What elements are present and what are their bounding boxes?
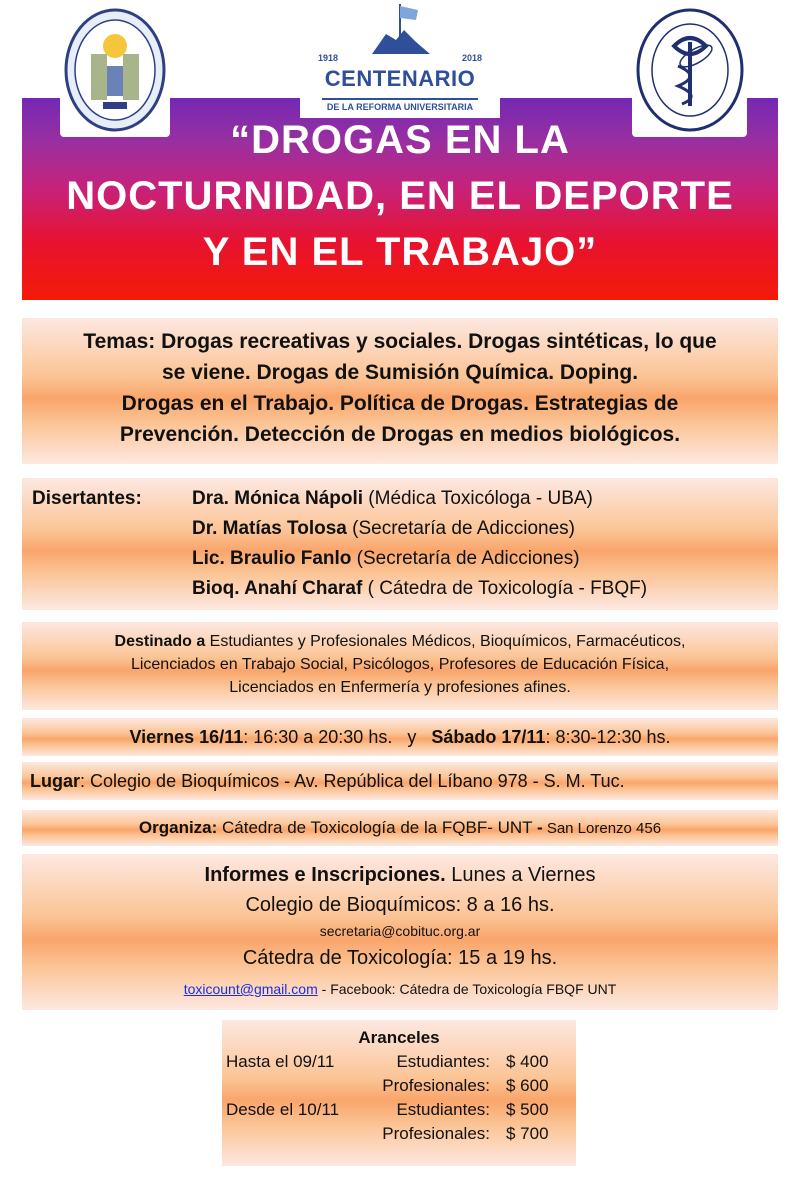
audience-box xyxy=(22,622,778,710)
audience-line-3: Licenciados en Enfermería y profesiones afines. xyxy=(229,679,571,696)
speaker-role: (Secretaría de Adicciones) xyxy=(346,518,575,539)
speaker-role: (Secretaría de Adicciones) xyxy=(351,548,580,569)
speaker-role: (Médica Toxicóloga - UBA) xyxy=(363,488,593,509)
speakers-label: Disertantes: xyxy=(32,488,142,509)
fee-category: Profesionales: xyxy=(382,1076,490,1095)
info-colegio-email: secretaria@cobituc.org.ar xyxy=(319,923,481,939)
dates-box xyxy=(22,718,778,756)
facebook-text: - Facebook: Cátedra de Toxicología FBQF UNT xyxy=(317,981,617,997)
speaker-name: Lic. Braulio Fanlo xyxy=(192,548,352,569)
centenario-year-end: 2018 xyxy=(461,53,482,63)
topics-line-3: Drogas en el Trabajo. Política de Drogas. Estrategias de xyxy=(121,392,679,415)
fee-period xyxy=(222,1122,350,1146)
title-line-1: “DROGAS EN LA xyxy=(230,118,570,162)
fee-price: $ 500 xyxy=(506,1100,549,1119)
centenario-subtitle: DE LA REFORMA UNIVERSITARIA xyxy=(322,98,478,112)
day1-label: Viernes 16/11 xyxy=(129,727,244,747)
speakers-box xyxy=(22,478,778,610)
speaker-row xyxy=(32,574,778,604)
day1-time: : 16:30 a 20:30 hs. xyxy=(243,727,393,747)
speaker-name: Dr. Matías Tolosa xyxy=(192,518,347,539)
topics-box xyxy=(22,318,778,464)
fee-row xyxy=(222,1122,576,1146)
info-catedra-hours: Cátedra de Toxicología: 15 a 19 hs. xyxy=(242,947,558,969)
centenario-year-start: 1918 xyxy=(318,53,339,63)
dates-connector: y xyxy=(392,727,432,747)
fee-period: Hasta el 09/11 xyxy=(226,1052,335,1071)
day2-label: Sábado 17/11 xyxy=(431,727,546,747)
topics-line-4: Prevención. Detección de Drogas en medios biológicos. xyxy=(119,423,681,446)
topics-line-2: se viene. Drogas de Sumisión Química. Doping. xyxy=(161,361,639,384)
email-link[interactable]: toxicount@gmail.com xyxy=(183,981,318,997)
centenario-logo xyxy=(300,0,500,118)
fee-category: Profesionales: xyxy=(382,1124,490,1143)
organizer-text: Cátedra de Toxicología de la FQBF- UNT xyxy=(217,818,537,837)
info-label: Informes e Inscripciones. xyxy=(204,864,446,886)
audience-line-1: Estudiantes y Profesionales Médicos, Bioquímicos, Farmacéuticos, xyxy=(205,633,686,650)
fee-row xyxy=(222,1098,576,1122)
fee-row xyxy=(222,1050,576,1074)
day2-time: : 8:30-12:30 hs. xyxy=(545,727,671,747)
info-box xyxy=(22,854,778,1010)
speaker-role: ( Cátedra de Toxicología - FBQF) xyxy=(362,578,648,599)
title-line-2: NOCTURNIDAD, EN EL DEPORTE xyxy=(66,174,734,218)
speaker-name: Bioq. Anahí Charaf xyxy=(192,578,363,599)
centenario-word: CENTENARIO xyxy=(324,66,476,91)
title-line-3: Y EN EL TRABAJO” xyxy=(202,230,598,274)
fee-row xyxy=(222,1074,576,1098)
info-days: Lunes a Viernes xyxy=(445,864,596,886)
fee-period xyxy=(222,1074,350,1098)
audience-label: Destinado a xyxy=(114,633,206,650)
organizer-address: San Lorenzo 456 xyxy=(542,820,662,837)
info-colegio-hours: Colegio de Bioquímicos: 8 a 16 hs. xyxy=(245,894,555,916)
fee-period: Desde el 10/11 xyxy=(226,1100,340,1119)
event-title xyxy=(22,112,778,280)
speaker-name: Dra. Mónica Nápoli xyxy=(192,488,364,509)
speaker-row xyxy=(32,484,778,514)
organizer-label: Organiza: xyxy=(138,818,218,837)
venue-text: : Colegio de Bioquímicos - Av. República del Líbano 978 - S. M. Tuc. xyxy=(80,771,625,791)
organizer-box xyxy=(22,810,778,846)
fees-box xyxy=(222,1020,576,1166)
fees-title: Aranceles xyxy=(358,1028,440,1047)
venue-label: Lugar xyxy=(30,771,81,791)
fee-price: $ 600 xyxy=(506,1076,549,1095)
fee-category: Estudiantes: xyxy=(396,1052,490,1071)
speaker-row xyxy=(32,514,778,544)
fee-price: $ 700 xyxy=(506,1124,549,1143)
fee-category: Estudiantes: xyxy=(396,1100,490,1119)
speaker-row xyxy=(32,544,778,574)
flag-icon xyxy=(300,0,500,56)
venue-box xyxy=(22,762,778,800)
fee-price: $ 400 xyxy=(506,1052,549,1071)
audience-line-2: Licenciados en Trabajo Social, Psicólogos, Profesores de Educación Física, xyxy=(130,656,670,673)
organizer-separator: - xyxy=(536,818,543,837)
topics-line-1: Temas: Drogas recreativas y sociales. Drogas sintéticas, lo que xyxy=(83,330,717,353)
